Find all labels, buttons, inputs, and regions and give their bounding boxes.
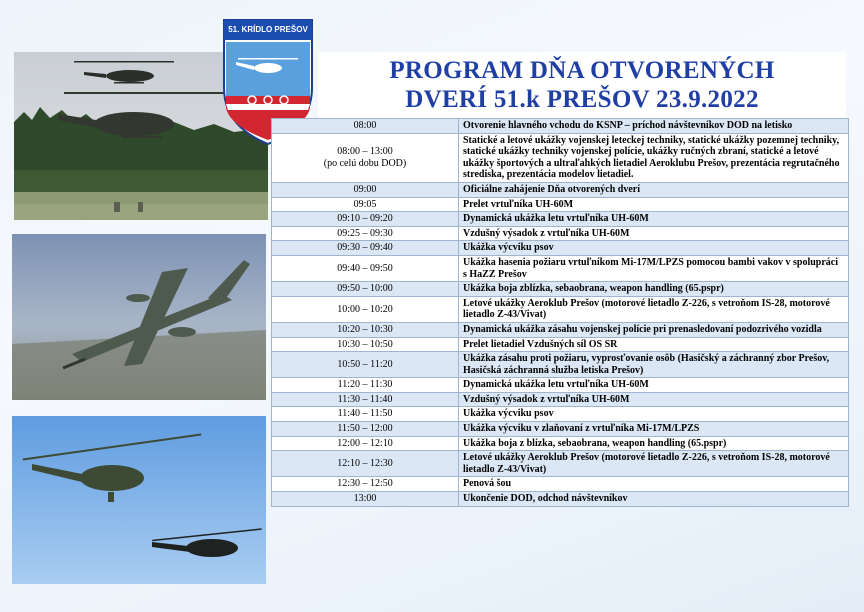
program-row (272, 282, 849, 297)
program-description: Dynamická ukážka zásahu vojenskej polície pri prenasledovaní podozrivého vozidla (459, 322, 849, 337)
program-time-value: 08:00 – 13:00 (337, 146, 393, 158)
page-title-line-2: DVERÍ 51.k PREŠOV 23.9.2022 (405, 86, 759, 113)
program-description: Ukážka výcviku psov (459, 241, 849, 256)
program-description: Statické a letové ukážky vojenskej leteckej techniky, statické ukážky pozemnej techniky, statické ukážky techniky vojenskej polície, ukážky ručných zbraní, statické a letové ukážky športových a ultraľahkých lietadiel Aeroklubu Prešov, prezentácia regrutačného strediska, prezentácia modelov lietadiel. (459, 133, 849, 182)
program-time-value: 09:25 – 09:30 (337, 227, 393, 239)
program-time (272, 492, 459, 507)
program-time (272, 477, 459, 492)
photo-helicopters-sky (12, 416, 266, 584)
program-time-value: 09:40 – 09:50 (337, 262, 393, 274)
program-time (272, 241, 459, 256)
program-time (272, 436, 459, 451)
program-row (272, 451, 849, 477)
program-description: Ukážka boja zblízka, sebaobrana, weapon handling (65.pspr) (459, 282, 849, 297)
program-description: Dynamická ukážka letu vrtuľníka UH-60M (459, 378, 849, 393)
program-time (272, 255, 459, 281)
program-row (272, 337, 849, 352)
program-time (272, 212, 459, 227)
program-time-note: (po celú dobu DOD) (323, 157, 407, 169)
program-time-value: 12:30 – 12:50 (337, 478, 393, 490)
program-description: Prelet lietadiel Vzdušných síl OS SR (459, 337, 849, 352)
program-description: Ukážka zásahu proti požiaru, vyprosťovanie osôb (Hasičský a záchranný zbor Prešov, Hasičská záchranná služba letiska Prešov) (459, 352, 849, 378)
program-row (272, 296, 849, 322)
program-time-value: 10:00 – 10:20 (337, 303, 393, 315)
program-time (272, 378, 459, 393)
photo-transport-aircraft (12, 234, 266, 400)
program-description: Vzdušný výsadok z vrtuľníka UH-60M (459, 392, 849, 407)
program-time (272, 451, 459, 477)
program-time (272, 407, 459, 422)
program-row (272, 133, 849, 182)
program-description: Ukážka výcviku psov (459, 407, 849, 422)
program-time-value: 11:30 – 11:40 (337, 393, 393, 405)
program-description: Ukážka výcviku v zlaňovaní z vrtuľníka Mi-17M/LPZS (459, 422, 849, 437)
program-description: Ukážka hasenia požiaru vrtuľníkom Mi-17M/LPZS pomocou bambi vakov v spolupráci s HaZZ Prešov (459, 255, 849, 281)
program-row (272, 352, 849, 378)
program-time-value: 10:30 – 10:50 (337, 338, 393, 350)
program-description: Ukončenie DOD, odchod návštevníkov (459, 492, 849, 507)
program-description: Prelet vrtuľníka UH-60M (459, 197, 849, 212)
program-time-value: 10:20 – 10:30 (337, 323, 393, 335)
program-description: Penová šou (459, 477, 849, 492)
program-row (272, 255, 849, 281)
program-row (272, 119, 849, 134)
program-time-value: 08:00 (353, 120, 377, 131)
program-time-value: 09:00 (353, 183, 377, 195)
program-time (272, 296, 459, 322)
program-time-value: 10:50 – 11:20 (337, 358, 393, 370)
program-time-value: 12:00 – 12:10 (337, 437, 393, 449)
program-time (272, 226, 459, 241)
program-time-value: 11:20 – 11:30 (337, 379, 393, 391)
program-row (272, 241, 849, 256)
program-row (272, 477, 849, 492)
program-time (272, 337, 459, 352)
program-time (272, 392, 459, 407)
program-time (272, 282, 459, 297)
title-banner (318, 52, 846, 118)
program-description: Ukážka boja z blízka, sebaobrana, weapon handling (65.pspr) (459, 436, 849, 451)
program-description: Letové ukážky Aeroklub Prešov (motorové lietadlo Z-226, s vetroňom IS-28, motorové lietadlo Z-43/Vivat) (459, 296, 849, 322)
program-time (272, 119, 459, 134)
program-time-value: 09:30 – 09:40 (337, 242, 393, 254)
page-title-line-1: PROGRAM DŇA OTVORENÝCH (389, 57, 775, 84)
emblem-label: 51. KRÍDLO PREŠOV (228, 24, 308, 34)
program-time (272, 322, 459, 337)
program-row (272, 392, 849, 407)
program-row (272, 492, 849, 507)
program-time-value: 09:50 – 10:00 (337, 283, 393, 295)
program-row (272, 197, 849, 212)
program-row (272, 226, 849, 241)
program-time (272, 133, 459, 182)
program-description: Vzdušný výsadok z vrtuľníka UH-60M (459, 226, 849, 241)
program-row (272, 322, 849, 337)
program-time-value: 12:10 – 12:30 (337, 458, 393, 470)
program-time (272, 352, 459, 378)
program-time-value: 11:50 – 12:00 (337, 423, 393, 435)
program-row (272, 212, 849, 227)
program-row (272, 378, 849, 393)
program-table (271, 118, 849, 507)
program-time-value: 11:40 – 11:50 (337, 408, 393, 420)
program-time (272, 422, 459, 437)
program-description: Oficiálne zahájenie Dňa otvorených dverí (459, 182, 849, 197)
program-time-value: 13:00 (353, 493, 377, 505)
program-description: Letové ukážky Aeroklub Prešov (motorové lietadlo Z-226, s vetroňom IS-28, motorové lietadlo Z-43/Vivat) (459, 451, 849, 477)
program-description: Dynamická ukážka letu vrtuľníka UH-60M (459, 212, 849, 227)
program-time (272, 197, 459, 212)
program-row (272, 407, 849, 422)
program-row (272, 422, 849, 437)
program-time-value: 09:05 (353, 198, 377, 210)
program-row (272, 182, 849, 197)
program-description: Otvorenie hlavného vchodu do KSNP – príchod návštevníkov DOD na letisko (459, 119, 849, 134)
program-row (272, 436, 849, 451)
program-time (272, 182, 459, 197)
program-time-value: 09:10 – 09:20 (337, 213, 393, 225)
